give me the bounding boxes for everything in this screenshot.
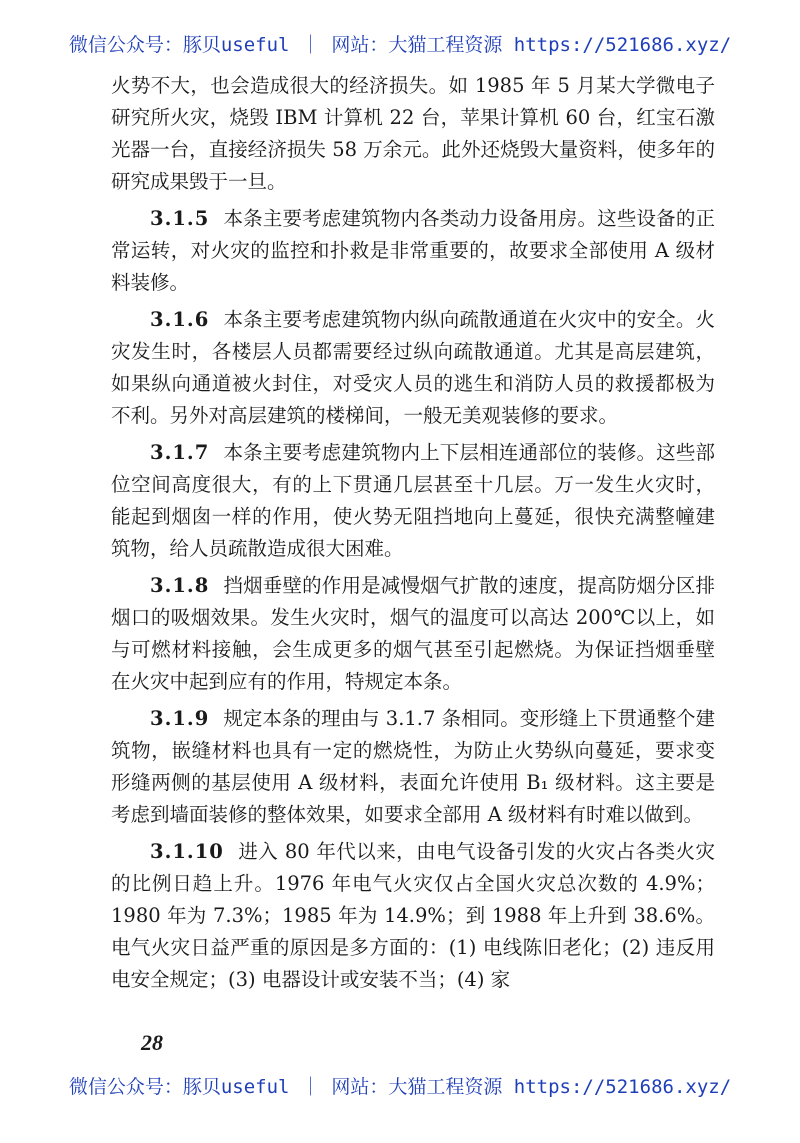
clause-3-1-7 bbox=[111, 437, 715, 565]
watermark-footer: 微信公众号：豚贝useful ｜ 网站：大猫工程资源 https://521686.xyz/ bbox=[68, 1076, 732, 1098]
clause-3-1-10 bbox=[111, 836, 715, 996]
intro-paragraph: 火势不大，也会造成很大的经济损失。如 1985 年 5 月某大学微电子研究所火灾，烧毁 IBM 计算机 22 台，苹果计算机 60 台，红宝石激光器一台，直接经济损失 58 万余元。此外还烧毁大量资料，使多年的研究成果毁于一旦。 bbox=[111, 74, 715, 193]
document-body bbox=[111, 70, 715, 1001]
clause-text: 本条主要考虑建筑物内上下层相连通部位的装修。这些部位空间高度很大，有的上下贯通几层甚至十几层。万一发生火灾时，能起到烟囱一样的作用，使火势无阻挡地向上蔓延，很快充满整幢建筑物，给人员疏散造成很大困难。 bbox=[111, 441, 715, 560]
clause-number: 3.1.9 bbox=[150, 707, 210, 730]
clause-text: 进入 80 年代以来，由电气设备引发的火灾占各类火灾的比例日趋上升。1976 年电气火灾仅占全国火灾总次数的 4.9%；1980 年为 7.3%；1985 年为 14.9%；到 1988 年上升到 38.6%。电气火灾日益严重的原因是多方面的：(1) 电线陈旧老化；(2) 违反用电安全规定；(3) 电器设计或安装不当；(4) 家 bbox=[111, 840, 715, 991]
clause-number: 3.1.8 bbox=[150, 574, 210, 597]
clause-text: 本条主要考虑建筑物内各类动力设备用房。这些设备的正常运转，对火灾的监控和扑救是非常重要的，故要求全部使用 A 级材料装修。 bbox=[111, 207, 715, 294]
clause-3-1-8 bbox=[111, 570, 715, 698]
clause-text: 挡烟垂壁的作用是减慢烟气扩散的速度，提高防烟分区排烟口的吸烟效果。发生火灾时，烟气的温度可以高达 200℃以上，如与可燃材料接触，会生成更多的烟气甚至引起燃烧。为保证挡烟垂壁在火灾中起到应有的作用，特规定本条。 bbox=[111, 574, 715, 693]
watermark-header: 微信公众号：豚贝useful ｜ 网站：大猫工程资源 https://521686.xyz/ bbox=[68, 34, 732, 56]
clause-text: 本条主要考虑建筑物内纵向疏散通道在火灾中的安全。火灾发生时，各楼层人员都需要经过纵向疏散通道。尤其是高层建筑，如果纵向通道被火封住，对受灾人员的逃生和消防人员的救援都极为不利。另外对高层建筑的楼梯间，一般无美观装修的要求。 bbox=[111, 308, 715, 427]
clause-number: 3.1.5 bbox=[150, 207, 210, 230]
page-number: 28 bbox=[141, 1030, 163, 1055]
clause-3-1-5 bbox=[111, 203, 715, 299]
clause-3-1-9 bbox=[111, 703, 715, 831]
clause-3-1-6 bbox=[111, 304, 715, 432]
clause-number: 3.1.6 bbox=[150, 308, 210, 331]
clause-number: 3.1.7 bbox=[150, 441, 210, 464]
clause-number: 3.1.10 bbox=[150, 840, 224, 863]
clause-text: 规定本条的理由与 3.1.7 条相同。变形缝上下贯通整个建筑物，嵌缝材料也具有一定的燃烧性，为防止火势纵向蔓延，要求变形缝两侧的基层使用 A 级材料，表面允许使用 B₁ 级材料。这主要是考虑到墙面装修的整体效果，如要求全部用 A 级材料有时难以做到。 bbox=[111, 707, 715, 826]
